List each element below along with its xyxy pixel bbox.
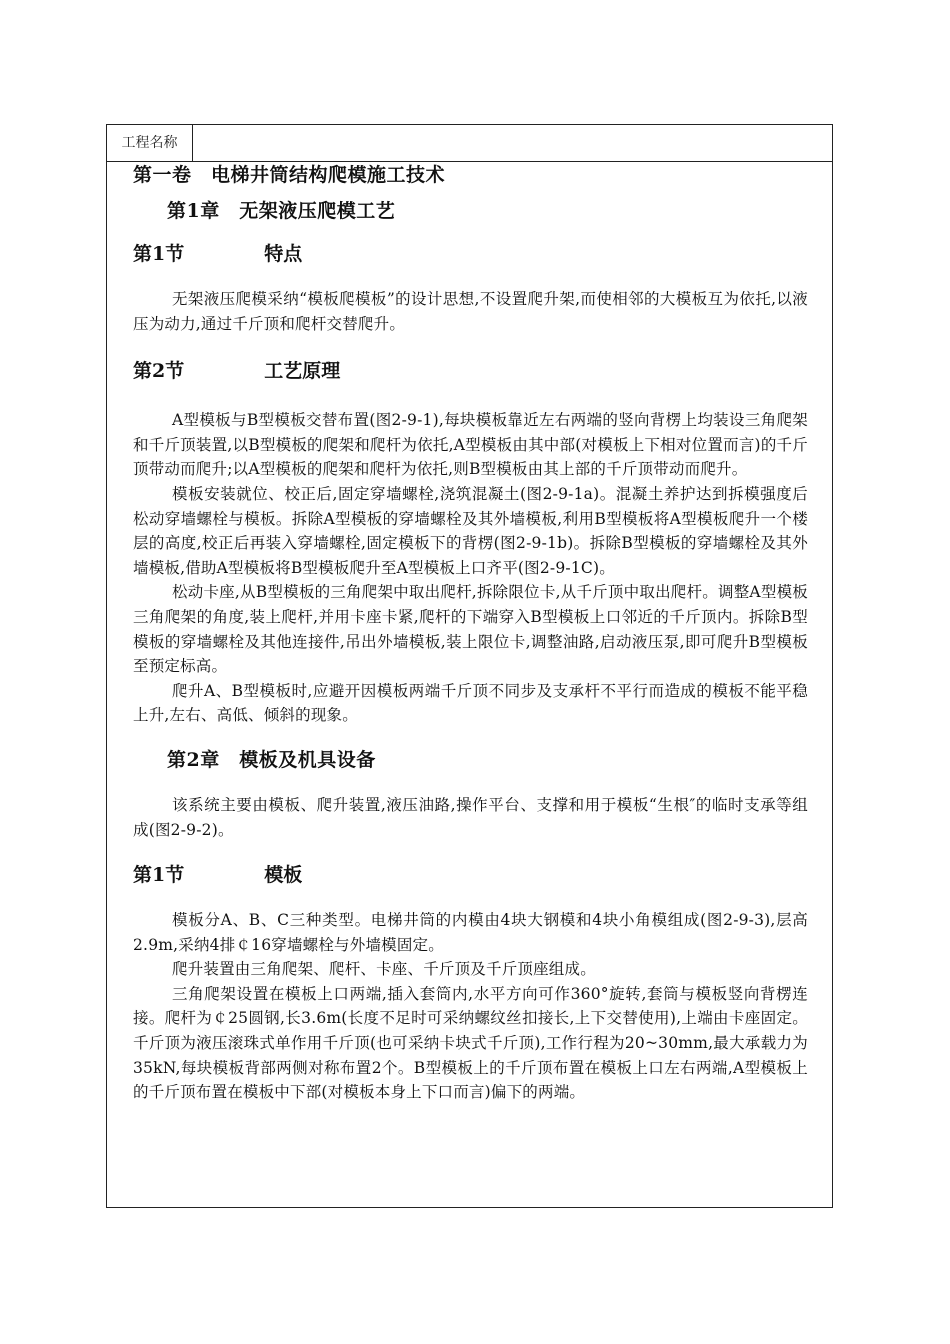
chapter-1-section-1-heading: [133, 241, 808, 267]
document-body: [133, 162, 808, 1105]
chapter-1-title: 第1章 无架液压爬模工艺: [167, 200, 396, 222]
paragraph: 模板安装就位、校正后,固定穿墙螺栓,浇筑混凝土(图2-9-1a)。混凝土养护达到拆模强度后松动穿墙螺栓与模板。拆除A型模板的穿墙螺栓及其外墙模板,利用B型模板将A型模板爬升一个楼层的高度,校正后再装入穿墙螺栓,固定模板下的背楞(图2-9-1b)。拆除B型模板的穿墙螺栓及其外墙模板,借助A型模板将B型模板爬升至A型模板上口齐平(图2-9-1C)。: [133, 484, 808, 577]
section-number: 第1节: [133, 864, 185, 887]
section-name: 工艺原理: [264, 360, 341, 383]
section-number: 第1节: [133, 243, 185, 265]
volume-title: 第一卷 电梯井筒结构爬模施工技术: [133, 164, 446, 186]
project-name-label: 工程名称: [107, 125, 193, 161]
project-name-value: [194, 125, 832, 161]
chapter-2-intro: 该系统主要由模板、爬升装置,液压油路,操作平台、支撑和用于模板“生根″的临时支承等组成(图2-9-2)。: [133, 795, 808, 839]
header-row: [107, 125, 832, 162]
paragraph: 爬升A、B型模板时,应避开因模板两端千斤顶不同步及支承杆不平行而造成的模板不能平稳上升,左右、高低、倾斜的现象。: [133, 681, 808, 725]
paragraph: 模板分A、B、C三种类型。电梯井筒的内模由4块大钢模和4块小角模组成(图2-9-3),层高2.9m,采纳4排￠16穿墙螺栓与外墙模固定。: [133, 911, 808, 954]
paragraph: A型模板与B型模板交替布置(图2-9-1),每块模板靠近左右两端的竖向背楞上均装设三角爬架和千斤顶装置,以B型模板的爬架和爬杆为依托,A型模板由其中部(对模板上下相对位置而言)的千斤顶带动而爬升;以A型模板的爬架和爬杆为依托,则B型模板由其上部的千斤顶带动而爬升。: [133, 411, 808, 479]
chapter-2-section-1-heading: [133, 862, 808, 888]
section-name: 模板: [264, 864, 303, 887]
section-name: 特点: [264, 243, 303, 265]
paragraph: 爬升装置由三角爬架、爬杆、卡座、千斤顶及千斤顶座组成。: [172, 960, 596, 979]
chapter-2-title: 第2章 模板及机具设备: [167, 748, 376, 771]
paragraph: 三角爬架设置在模板上口两端,插入套筒内,水平方向可作360°旋转,套筒与模板竖向背楞连接。爬杆为￠25圆钢,长3.6m(长度不足时可采纳螺纹丝扣接长,上下交替使用),上端由卡座固定。千斤顶为液压滚珠式单作用千斤顶(也可采纳卡块式千斤顶),工作行程为20~30mm,最大承载力为35kN,每块模板背部两侧对称布置2个。B型模板上的千斤顶布置在模板上口左右两端,A型模板上的千斤顶布置在模板中下部(对模板本身上下口而言)偏下的两端。: [133, 984, 808, 1102]
document-frame: [106, 124, 833, 1208]
paragraph: 无架液压爬模采纳“模板爬模板”的设计思想,不设置爬升架,而使相邻的大模板互为依托,以液压为动力,通过千斤顶和爬杆交替爬升。: [133, 290, 808, 333]
section-number: 第2节: [133, 360, 185, 383]
chapter-1-section-2-heading: [133, 358, 808, 384]
paragraph: 松动卡座,从B型模板的三角爬架中取出爬杆,拆除限位卡,从千斤顶中取出爬杆。调整A型模板三角爬架的角度,装上爬杆,并用卡座卡紧,爬杆的下端穿入B型模板上口邻近的千斤顶内。拆除B型模板的穿墙螺栓及其他连接件,吊出外墙模板,装上限位卡,调整油路,启动液压泵,即可爬升B型模板至预定标高。: [133, 583, 808, 676]
